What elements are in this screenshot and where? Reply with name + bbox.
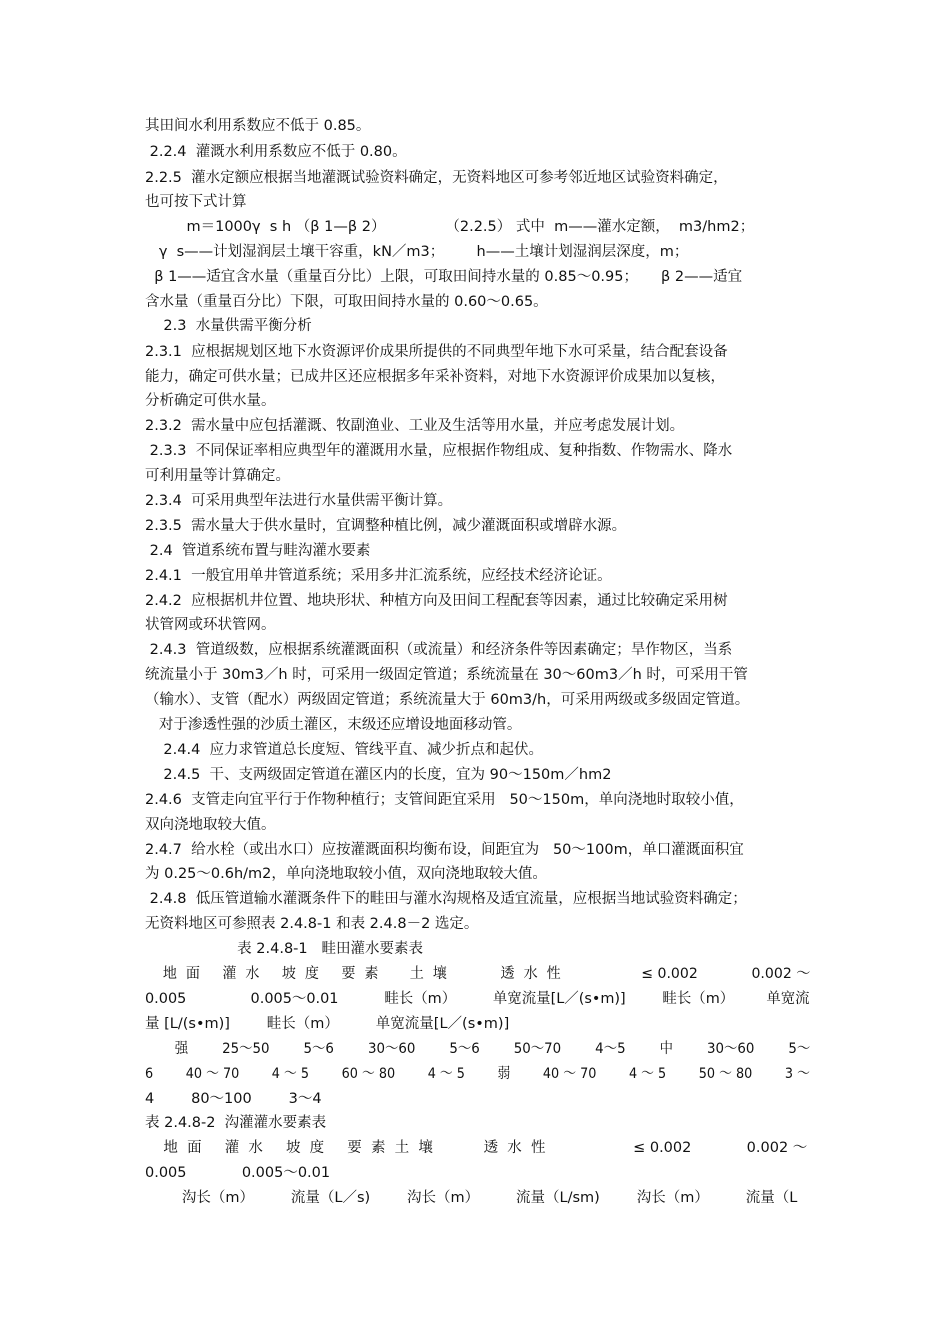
table-text-line: 强 25～50 5～6 30～60 5～6 50～70 4～5 中 30～60 5～ [145, 1041, 811, 1057]
text-line: γ s——计划湿润层土壤干容重，kN／m3； h——土壤计划湿润层深度，m； [145, 244, 689, 260]
text-line: 对于渗透性强的沙质土灌区，末级还应增设地面移动管。 [145, 717, 522, 733]
table-text-line: 6 40 ～ 70 4 ～ 5 60 ～ 80 4 ～ 5 弱 40 ～ 70 4 ～ 5 50 ～ 80 3 ～ [145, 1066, 810, 1082]
text-line: 其田间水利用系数应不低于 0.85。 [145, 118, 371, 134]
text-line: 含水量（重量百分比）下限，可取田间持水量的 0.60～0.65。 [145, 294, 548, 310]
text-line: 状管网或环状管网。 [145, 617, 276, 633]
text-line: 2.3.1 应根据规划区地下水资源评价成果所提供的不同典型年地下水可采量，结合配套设备 [145, 344, 728, 360]
text-line: 2.4.2 应根据机井位置、地块形状、种植方向及田间工程配套等因素，通过比较确定采用树 [145, 593, 728, 609]
text-line: 2.4.4 应力求管道总长度短、管线平直、减少折点和起伏。 [145, 742, 544, 758]
table-title: 表 2.4.8-1 畦田灌水要素表 [145, 941, 423, 957]
text-line: 2.3.5 需水量大于供水量时，宜调整种植比例，减少灌溉面积或增辟水源。 [145, 518, 627, 534]
text-line: 2.4.1 一般宜用单井管道系统；采用多井汇流系统，应经技术经济论证。 [145, 568, 612, 584]
section-heading: 2.4 管道系统布置与畦沟灌水要素 [145, 543, 371, 559]
table-text-line: 量 [L/(s•m)] 畦长（m） 单宽流量[L／(s•m)] [145, 1016, 510, 1032]
text-line: 2.4.8 低压管道输水灌溉条件下的畦田与灌水沟规格及适宜流量，应根据当地试验资料确定； [145, 891, 747, 907]
table-text-line: 0.005 0.005～0.01 [145, 1165, 331, 1181]
text-line: 2.4.7 给水栓（或出水口）应按灌溉面积均衡布设，间距宜为 50～100m，单口灌溉面积宜 [145, 842, 744, 858]
text-line: 2.2.5 灌水定额应根据当地灌溉试验资料确定，无资料地区可参考邻近地区试验资料确定， [145, 170, 728, 186]
text-line: 能力，确定可供水量；已成井区还应根据多年采补资料，对地下水资源评价成果加以复核， [145, 369, 725, 385]
text-line: 2.4.5 干、支两级固定管道在灌区内的长度，宜为 90～150m／hm2 [145, 767, 612, 783]
text-line: 2.3.3 不同保证率相应典型年的灌溉用水量，应根据作物组成、复种指数、作物需水、降水 [145, 443, 733, 459]
table-text-line: 4 80～100 3～4 [145, 1091, 322, 1107]
text-line: 2.3.4 可采用典型年法进行水量供需平衡计算。 [145, 493, 453, 509]
table-title: 表 2.4.8-2 沟灌灌水要素表 [145, 1115, 327, 1131]
text-line: 2.4.6 支管走向宜平行于作物种植行；支管间距宜采用 50～150m，单向浇地时取较小值， [145, 792, 744, 808]
section-heading: 2.3 水量供需平衡分析 [145, 318, 312, 334]
text-line: 分析确定可供水量。 [145, 393, 276, 409]
text-line: 可利用量等计算确定。 [145, 468, 290, 484]
text-line: 双向浇地取较大值。 [145, 817, 276, 833]
table-text-line: 地 面 灌 水 坡 度 要 素 土 壤 透 水 性 ≤ 0.002 0.002 ～ [145, 966, 811, 982]
text-line: 统流量小于 30m3／h 时，可采用一级固定管道；系统流量在 30～60m3／h 时，可采用干管 [145, 667, 748, 683]
text-line: 也可按下式计算 [145, 194, 247, 210]
table-text-line: 0.005 0.005～0.01 畦长（m） 单宽流量[L／(s•m)] 畦长（m） 单宽流 [145, 991, 810, 1007]
table-text-line: 地 面 灌 水 坡 度 要 素 土 壤 透 水 性 ≤ 0.002 0.002 ～ [145, 1140, 808, 1156]
text-line: 2.4.3 管道级数，应根据系统灌溉面积（或流量）和经济条件等因素确定；旱作物区，当系 [145, 642, 733, 658]
text-line: （输水）、支管（配水）两级固定管道；系统流量大于 60m3/h，可采用两级或多级固定管道。 [145, 692, 750, 708]
text-line: m＝1000γ s h （β 1—β 2） （2.2.5） 式中 m——灌水定额， m3/hm2； [145, 219, 755, 235]
text-line: 2.2.4 灌溉水利用系数应不低于 0.80。 [145, 144, 407, 160]
table-text-line: 沟长（m） 流量（L／s) 沟长（m） 流量（L/sm) 沟长（m） 流量（L [145, 1190, 798, 1206]
text-line: 2.3.2 需水量中应包括灌溉、牧副渔业、工业及生活等用水量，并应考虑发展计划。 [145, 418, 685, 434]
text-line: β 1——适宜含水量（重量百分比）上限，可取田间持水量的 0.85～0.95； β 2——适宜 [145, 269, 743, 285]
text-line: 无资料地区可参照表 2.4.8-1 和表 2.4.8－2 选定。 [145, 916, 479, 932]
text-line: 为 0.25～0.6h/m2，单向浇地取较小值，双向浇地取较大值。 [145, 866, 547, 882]
